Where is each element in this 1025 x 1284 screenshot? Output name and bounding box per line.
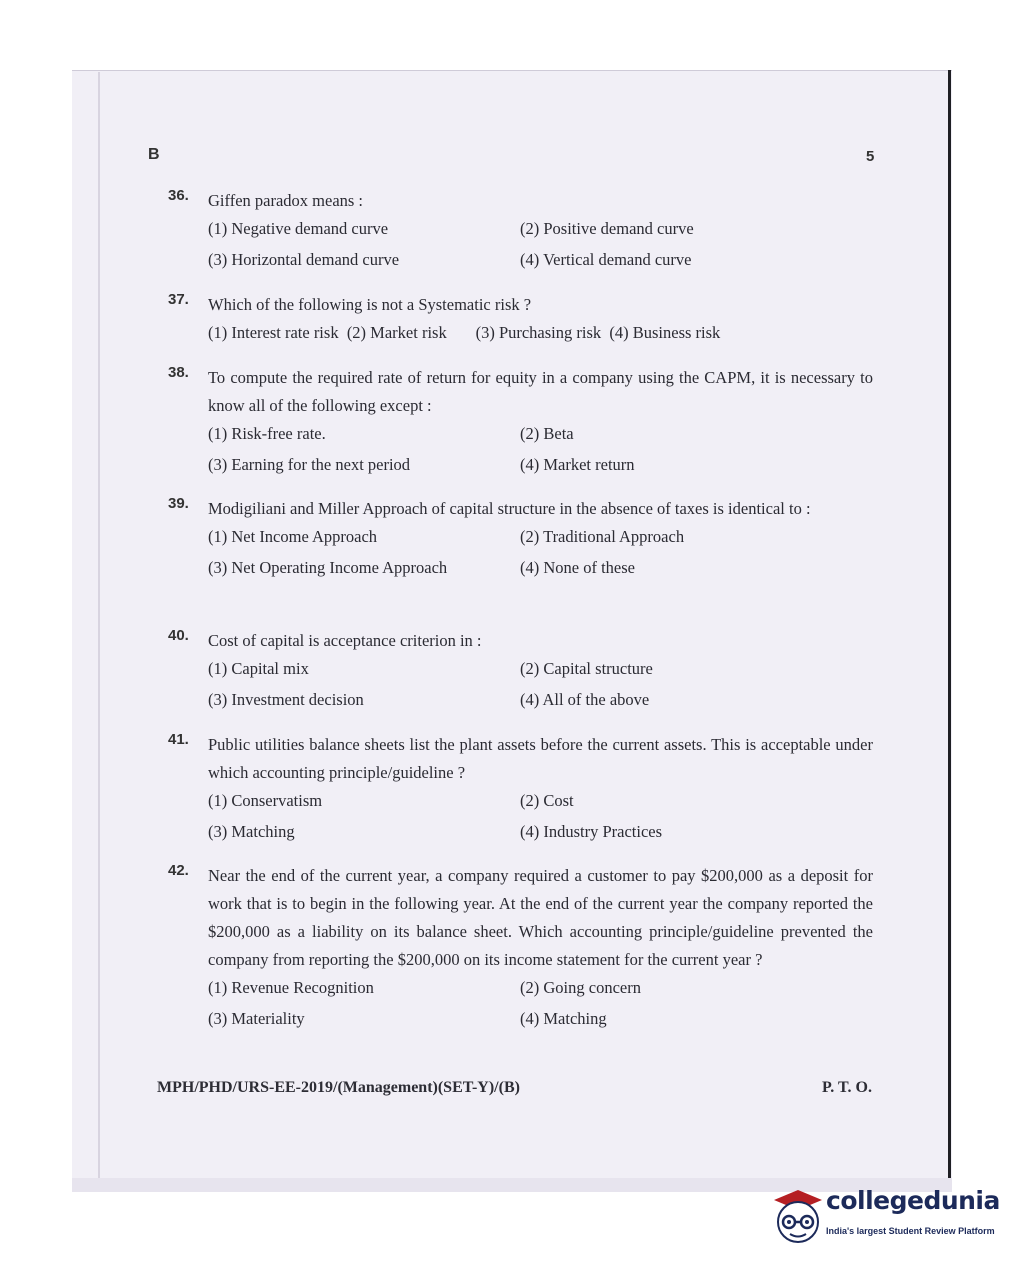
options	[208, 215, 873, 273]
option: (2) Positive demand curve	[520, 219, 694, 238]
page-number: 5	[866, 148, 875, 165]
set-letter: B	[148, 146, 160, 163]
option: (3) Materiality	[208, 1009, 305, 1028]
option: (1) Risk-free rate.	[208, 424, 326, 443]
page-margin-line	[98, 72, 100, 1180]
question-36	[168, 187, 873, 273]
question-37	[168, 291, 873, 346]
question-number: 42.	[168, 862, 189, 879]
question-stem: To compute the required rate of return for equity in a company using the CAPM, it is necessary to know all of the following except :	[208, 368, 873, 415]
option: (3) Net Operating Income Approach	[208, 558, 448, 577]
options	[208, 523, 873, 581]
option: (4) Matching	[520, 1009, 607, 1028]
option: (2) Cost	[520, 791, 574, 810]
option: (4) Industry Practices	[520, 822, 663, 841]
option: (4) All of the above	[520, 690, 650, 709]
question-40	[168, 627, 873, 713]
option: (3) Matching	[208, 822, 295, 841]
question-number: 39.	[168, 495, 189, 512]
option: (1) Negative demand curve	[208, 219, 389, 238]
question-39	[168, 495, 873, 581]
option: (1) Revenue Recognition	[208, 978, 374, 997]
question-stem: Cost of capital is acceptance criterion in :	[208, 631, 482, 650]
option: (3) Investment decision	[208, 690, 364, 709]
exam-code: MPH/PHD/URS-EE-2019/(Management)(SET-Y)/(B)	[157, 1079, 520, 1096]
options	[208, 420, 873, 478]
question-number: 40.	[168, 627, 189, 644]
option: (2) Capital structure	[520, 659, 653, 678]
question-42	[168, 862, 873, 1032]
question-stem: Which of the following is not a Systematic risk ?	[208, 295, 532, 314]
options	[208, 655, 873, 713]
option: (1) Capital mix	[208, 659, 309, 678]
question-38	[168, 364, 873, 478]
question-number: 41.	[168, 731, 189, 748]
option: (1) Net Income Approach	[208, 527, 378, 546]
option: (4) Market return	[520, 455, 635, 474]
options-line: (1) Interest rate risk (2) Market risk (3) Purchasing risk (4) Business risk	[208, 323, 721, 342]
question-number: 38.	[168, 364, 189, 381]
question-stem: Public utilities balance sheets list the plant assets before the current assets. This is acceptable under which accounting principle/guideline ?	[208, 735, 873, 782]
question-41	[168, 731, 873, 845]
watermark-brand: collegedunia	[826, 1186, 1000, 1215]
option: (2) Going concern	[520, 978, 641, 997]
watermark-tagline: India's largest Student Review Platform	[826, 1226, 995, 1236]
option: (2) Traditional Approach	[520, 527, 685, 546]
option: (3) Earning for the next period	[208, 455, 411, 474]
page-turn-over: P. T. O.	[822, 1079, 872, 1096]
page-right-edge	[948, 70, 951, 1180]
option: (4) Vertical demand curve	[520, 250, 692, 269]
question-number: 37.	[168, 291, 189, 308]
question-stem: Near the end of the current year, a company required a customer to pay $200,000 as a deposit for work that is to begin in the following year. At the end of the current year the company reported the $200,000 as a liability on its balance sheet. Which accounting principle/guideline prevented the company from reporting the $200,000 on its income statement for the current year ?	[208, 866, 873, 969]
question-stem: Modigiliani and Miller Approach of capital structure in the absence of taxes is identical to :	[208, 499, 811, 518]
question-number: 36.	[168, 187, 189, 204]
option: (3) Horizontal demand curve	[208, 250, 400, 269]
options	[208, 787, 873, 845]
question-stem: Giffen paradox means :	[208, 191, 364, 210]
option: (2) Beta	[520, 424, 574, 443]
option: (1) Conservatism	[208, 791, 323, 810]
options	[208, 974, 873, 1032]
option: (4) None of these	[520, 558, 636, 577]
